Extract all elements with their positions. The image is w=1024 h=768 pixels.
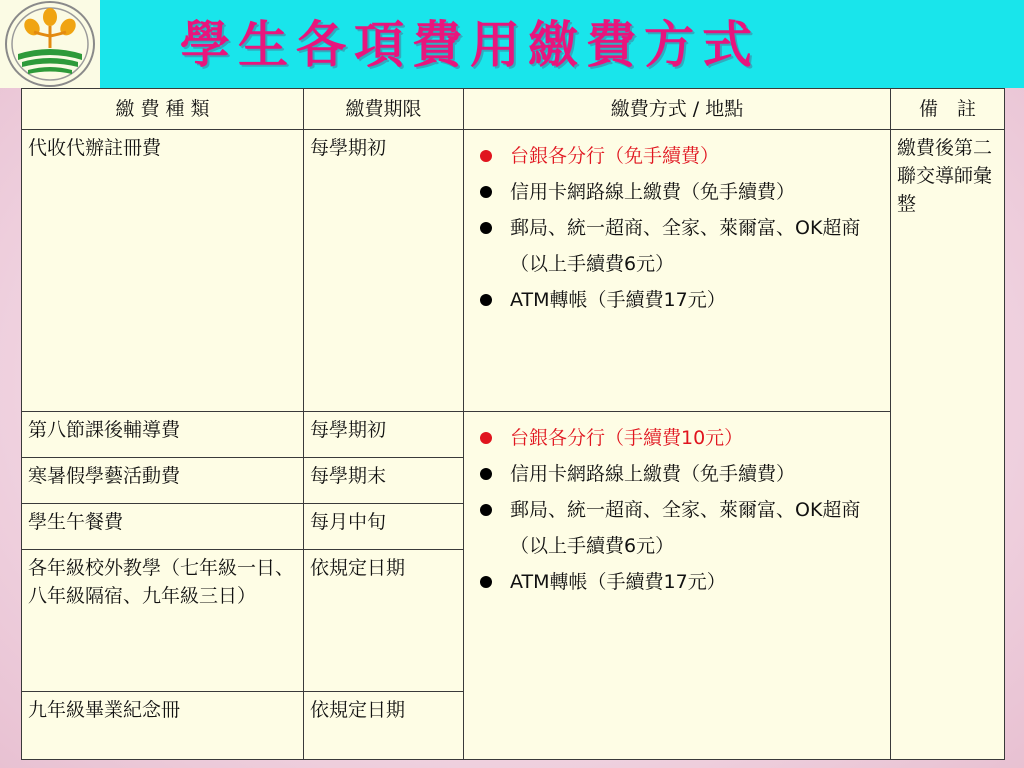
fee-table — [21, 88, 1005, 760]
list-item: 信用卡網路線上繳費（免手續費） — [470, 174, 884, 210]
school-logo — [0, 0, 100, 88]
deadline-cell: 每學期末 — [304, 458, 464, 504]
header-note: 備 註 — [891, 89, 1005, 130]
deadline-cell: 每學期初 — [304, 130, 464, 412]
list-item: 郵局、統一超商、全家、萊爾富、OK超商（以上手續費6元） — [470, 210, 884, 282]
list-item: ATM轉帳（手續費17元） — [470, 564, 884, 600]
deadline-cell: 每學期初 — [304, 412, 464, 458]
table-row — [22, 412, 1005, 458]
bullet-icon — [480, 222, 492, 234]
bullet-icon — [480, 576, 492, 588]
table-header-row — [22, 89, 1005, 130]
header-method: 繳費方式 / 地點 — [464, 89, 891, 130]
fee-type-cell: 學生午餐費 — [22, 504, 304, 550]
bullet-icon — [480, 294, 492, 306]
fee-type-cell: 各年級校外教學（七年級一日、八年級隔宿、九年級三日） — [22, 550, 304, 692]
list-item: 信用卡網路線上繳費（免手續費） — [470, 456, 884, 492]
deadline-cell: 依規定日期 — [304, 550, 464, 692]
fee-type-cell: 九年級畢業紀念冊 — [22, 692, 304, 760]
fee-type-cell: 第八節課後輔導費 — [22, 412, 304, 458]
fee-type-cell: 代收代辦註冊費 — [22, 130, 304, 412]
header-bar — [0, 0, 1024, 88]
deadline-cell: 每月中旬 — [304, 504, 464, 550]
note-cell: 繳費後第二聯交導師彙整 — [891, 130, 1005, 760]
header-fee-type: 繳 費 種 類 — [22, 89, 304, 130]
fee-type-cell: 寒暑假學藝活動費 — [22, 458, 304, 504]
list-item: 郵局、統一超商、全家、萊爾富、OK超商（以上手續費6元） — [470, 492, 884, 564]
list-item: ATM轉帳（手續費17元） — [470, 282, 884, 318]
list-item: 台銀各分行（手續費10元） — [470, 420, 884, 456]
list-item: 台銀各分行（免手續費） — [470, 138, 884, 174]
deadline-cell: 依規定日期 — [304, 692, 464, 760]
bullet-icon — [480, 150, 492, 162]
method-list — [470, 416, 884, 600]
bullet-icon — [480, 432, 492, 444]
page-title: 學生各項費用繳費方式 — [180, 15, 760, 74]
header-deadline: 繳費期限 — [304, 89, 464, 130]
table-row — [22, 130, 1005, 412]
bullet-icon — [480, 468, 492, 480]
method-list — [470, 134, 884, 318]
school-logo-icon — [0, 0, 100, 88]
method-cell — [464, 412, 891, 760]
method-cell — [464, 130, 891, 412]
bullet-icon — [480, 186, 492, 198]
bullet-icon — [480, 504, 492, 516]
